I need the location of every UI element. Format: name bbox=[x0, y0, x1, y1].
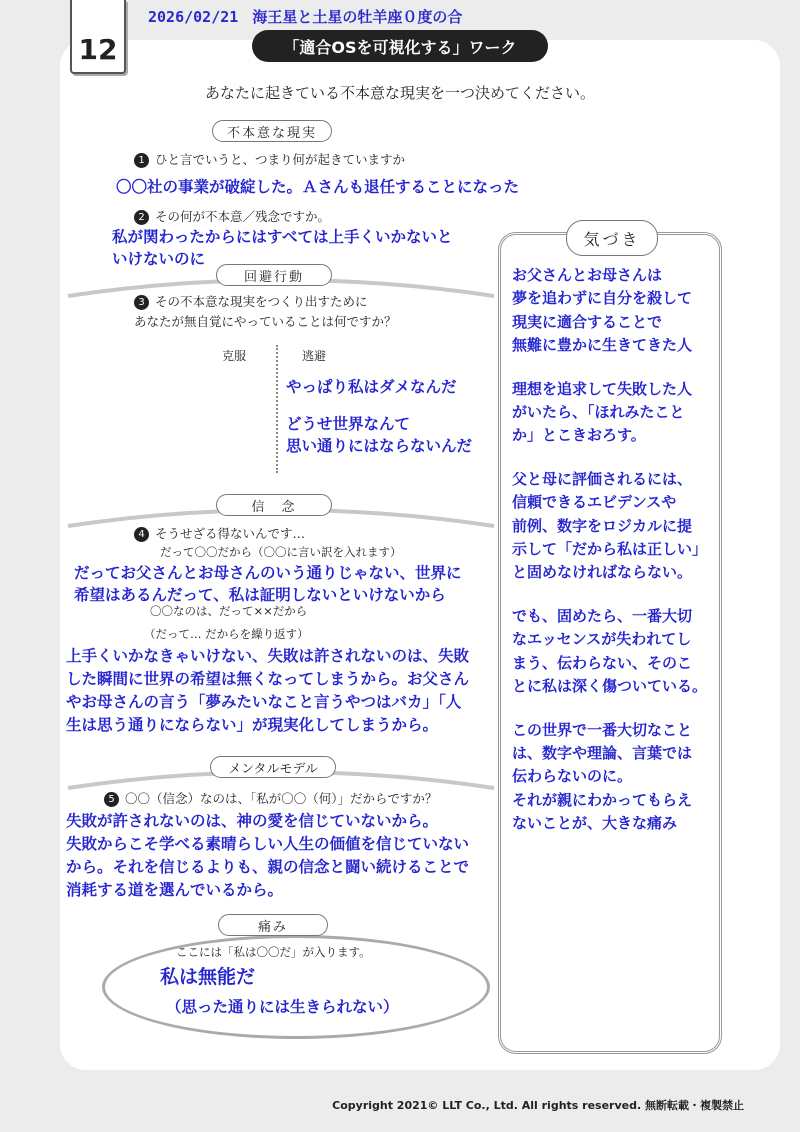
kizuki-line: 父と母に評価されるには、 bbox=[512, 469, 693, 488]
question-number-1: 1 bbox=[134, 153, 149, 168]
question-1 bbox=[134, 150, 405, 168]
question-4-text: そうせざる得ないんです… bbox=[155, 526, 306, 541]
belief-answer-2-line-4: 生は思う通りにならない」が現実化してしまうから。 bbox=[66, 716, 439, 734]
kizuki-line: 理想を追求して失敗した人 bbox=[512, 379, 693, 398]
escape-answer-2-line-1: どうせ世界なんて bbox=[286, 415, 411, 433]
kizuki-text bbox=[512, 264, 718, 836]
mental-model-answer-line-4: 消耗する道を選んでいるから。 bbox=[66, 881, 284, 899]
pain-sub: （思った通りには生きられない） bbox=[166, 998, 399, 1016]
header-line bbox=[148, 6, 462, 27]
kizuki-line: この世界で一番大切なこと bbox=[512, 720, 693, 739]
section-label-avoidance: 回避行動 bbox=[216, 264, 332, 286]
question-2-text: その何が不本意／残念ですか。 bbox=[155, 209, 331, 224]
section-label-reality: 不本意な現実 bbox=[212, 120, 332, 142]
copyright-notice: Copyright 2021© LLT Co., Ltd. All rights reserved. 無断転載・複製禁止 bbox=[332, 1099, 744, 1112]
kizuki-label: 気づき bbox=[566, 220, 658, 256]
belief-answer-1-line-2: 希望はあるんだって、私は証明しないといけないから bbox=[74, 586, 446, 604]
kizuki-line: 示して「だから私は正しい」 bbox=[512, 540, 708, 559]
kizuki-line: なエッセンスが失われてし bbox=[512, 630, 692, 649]
answer-2-line-1: 私が関わったからにはすべては上手くいかないと bbox=[112, 228, 453, 246]
page-title: 「適合OSを可視化する」ワーク bbox=[252, 30, 548, 62]
belief-answer-2-line-3: やお母さんの言う「夢みたいなこと言うやつはバカ」「人 bbox=[66, 693, 462, 711]
column-label-escape: 逃避 bbox=[302, 349, 327, 363]
mental-model-answer bbox=[66, 810, 469, 902]
escape-answer-1: やっぱり私はダメなんだ bbox=[286, 378, 457, 396]
kizuki-line: お父さんとお母さんは bbox=[512, 266, 663, 284]
section-label-pain: 痛み bbox=[218, 914, 328, 936]
kizuki-line: は、数字や理論、言葉では bbox=[512, 743, 693, 762]
kizuki-line: 伝わらないのに。 bbox=[512, 767, 633, 786]
section-label-belief: 信 念 bbox=[216, 494, 332, 516]
question-number-2: 2 bbox=[134, 210, 149, 225]
pain-answer: 私は無能だ bbox=[160, 966, 256, 988]
pain-hint: ここには「私は〇〇だ」が入ります。 bbox=[176, 945, 371, 959]
kizuki-line: でも、固めたら、一番大切 bbox=[512, 606, 693, 625]
kizuki-line: がいたら、「ほれみたこと bbox=[512, 403, 685, 422]
question-5-text: 〇〇（信念）なのは、「私が〇〇（何）」だからですか？ bbox=[125, 791, 438, 806]
kizuki-line: それが親にわかってもらえ bbox=[512, 790, 693, 809]
belief-hint-1: だって〇〇だから（〇〇に言い訳を入れます） bbox=[160, 545, 402, 559]
column-divider bbox=[276, 345, 278, 473]
belief-hint-2: 〇〇なのは、だって××だから bbox=[150, 604, 308, 618]
question-1-text: ひと言でいうと、つまり何が起きていますか bbox=[155, 152, 406, 167]
question-3-line-1: その不本意な現実をつくり出すために bbox=[155, 294, 368, 309]
belief-hint-3: （だって… だからを繰り返す） bbox=[144, 627, 309, 641]
column-label-overcome: 克服 bbox=[222, 349, 247, 363]
question-number-3: 3 bbox=[134, 295, 149, 310]
answer-1: 〇〇社の事業が破綻した。Ａさんも退任することになった bbox=[116, 178, 520, 196]
kizuki-line: か」とこきおろす。 bbox=[512, 426, 646, 445]
question-3-line-2: あなたが無自覚にやっていることは何ですか？ bbox=[134, 314, 397, 329]
section-label-mental-model: メンタルモデル bbox=[210, 756, 336, 778]
kizuki-line: 夢を追わずに自分を殺して bbox=[512, 289, 693, 308]
belief-answer-2-line-1: 上手くいかなきゃいけない、失敗は許されないのは、失敗 bbox=[66, 647, 470, 665]
mental-model-answer-line-3: から。それを信じるよりも、親の信念と闘い続けることで bbox=[66, 858, 470, 876]
belief-answer-1 bbox=[74, 562, 462, 606]
question-number-5: 5 bbox=[104, 792, 119, 807]
belief-answer-2-line-2: した瞬間に世界の希望は無くなってしまうから。お父さん bbox=[66, 670, 470, 688]
mental-model-answer-line-1: 失敗が許されないのは、神の愛を信じていないから。 bbox=[66, 812, 439, 830]
escape-answer-2-line-2: 思い通りにはならないんだ bbox=[286, 437, 473, 455]
escape-answer-2 bbox=[286, 413, 472, 457]
intro-text: あなたに起きている不本意な現実を一つ決めてください。 bbox=[204, 84, 595, 102]
answer-2-line-2: いけないのに bbox=[112, 250, 206, 268]
header-subtitle: 海王星と土星の牡羊座０度の合 bbox=[252, 8, 463, 26]
mental-model-answer-line-2: 失敗からこそ学べる素晴らしい人生の価値を信じていない bbox=[66, 835, 470, 853]
header-date: 2026/02/21 bbox=[148, 8, 239, 26]
kizuki-line: まう、伝わらない、そのこ bbox=[512, 653, 693, 672]
kizuki-line: 無難に豊かに生きてきた人 bbox=[512, 336, 693, 355]
belief-answer-1-line-1: だってお父さんとお母さんのいう通りじゃない、世界に bbox=[74, 564, 462, 582]
page-number: 12 bbox=[70, 0, 126, 74]
kizuki-line: 前例、数字をロジカルに提 bbox=[512, 516, 693, 535]
kizuki-line: 現実に適合することで bbox=[512, 312, 663, 331]
question-2 bbox=[134, 207, 330, 225]
kizuki-line: ないことが、大きな痛み bbox=[512, 814, 678, 833]
question-number-4: 4 bbox=[134, 527, 149, 542]
belief-answer-2 bbox=[66, 645, 469, 737]
kizuki-line: とに私は深く傷ついている。 bbox=[512, 677, 708, 696]
kizuki-line: 信頼できるエビデンスや bbox=[512, 493, 677, 512]
kizuki-line: と固めなければならない。 bbox=[512, 563, 693, 582]
